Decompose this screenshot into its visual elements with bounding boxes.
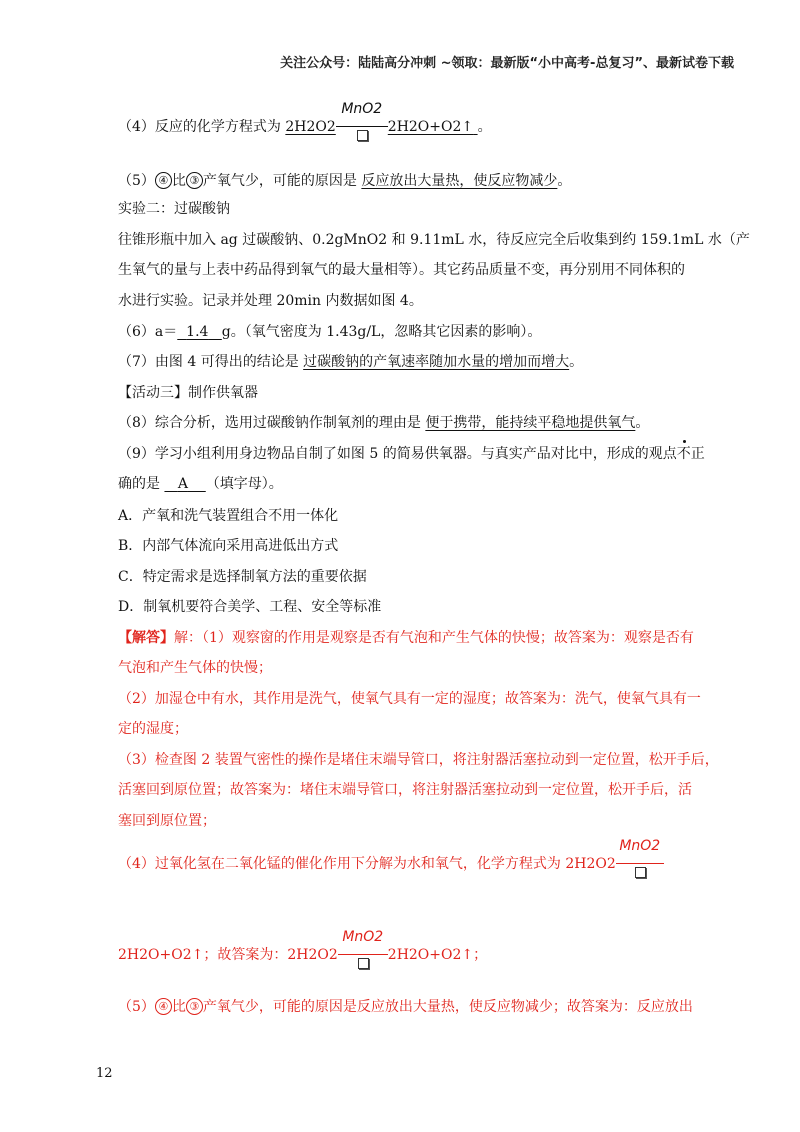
solution-2b: 定的湿度； xyxy=(118,721,188,737)
circled-number: ④ xyxy=(155,172,172,189)
q9-answer: A xyxy=(177,476,188,492)
page-number: 12 xyxy=(96,1066,113,1081)
q4-rhs: 2H2O+O2↑ xyxy=(387,119,474,135)
question-6: （6）a＝ 1.4 g。（氧气密度为 1.43g/L，忽略其它因素的影响）。 xyxy=(118,324,542,340)
solution-label: 【解答】 xyxy=(118,630,174,646)
heat-box-icon xyxy=(358,958,369,969)
catalyst-arrow: MnO2 xyxy=(616,857,664,871)
question-9-line-2: 确的是 A （填字母）。 xyxy=(118,476,283,492)
question-5: （5） ④ 比 ③ 产氧气少，可能的原因是 反应放出大量热，使反应物减少。 xyxy=(118,173,572,189)
catalyst-arrow xyxy=(336,101,388,134)
experiment-2-title: 实验二：过碳酸钠 xyxy=(118,201,230,217)
page-header: 关注公众号：陆陆高分冲刺 ~领取：最新版“小中高考-总复习”、最新试卷下载 xyxy=(280,56,734,71)
catalyst-arrow: MnO2 xyxy=(338,948,388,962)
circled-number: ④ xyxy=(155,998,172,1015)
activity-3-title: 【活动三】制作供氧器 xyxy=(118,385,258,401)
experiment-2-text-3: 水进行实验。记录并处理 20min 内数据如图 4。 xyxy=(118,293,423,309)
q4-lhs: 2H2O2 xyxy=(285,119,336,135)
question-4: （4）反应的化学方程式为 2H2O2 MnO2 2H2O+O2↑ 。 xyxy=(118,120,492,134)
q6-answer: 1.4 xyxy=(186,324,209,340)
q7-answer: 过碳酸钠的产氧速率随加水量的增加而增大 xyxy=(303,354,570,370)
experiment-2-text-2: 生氧气的量与上表中药品得到氧气的最大量相等）。其它药品质量不变，再分别用不同体积的 xyxy=(118,262,685,278)
question-9-line-1: （9）学习小组利用身边物品自制了如图 5 的简易供氧器。与真实产品对比中，形成的观点不正 xyxy=(118,446,705,462)
experiment-2-text-1: 往锥形瓶中加入 ag 过碳酸钠、0.2gMnO2 和 9.11mL 水，待反应完全后收集到约 159.1mL 水（产 xyxy=(118,232,750,248)
solution-5: （5） ④ 比 ③ 产氧气少，可能的原因是反应放出大量热，使反应物减少；故答案为：反应放出 xyxy=(118,999,693,1015)
circled-number: ③ xyxy=(186,998,203,1015)
q8-answer: 便于携带，能持续平稳地提供氧气 xyxy=(425,415,636,431)
emphasis-dot-char: 不 xyxy=(676,446,691,462)
solution-1b: 气泡和产生气体的快慢； xyxy=(118,660,272,676)
option-d: D．制氧机要符合美学、工程、安全等标准 xyxy=(118,599,382,615)
q5-answer: 反应放出大量热，使反应物减少 xyxy=(361,173,558,189)
heat-box-icon xyxy=(635,867,646,878)
heat-box-icon xyxy=(357,130,368,141)
option-b: B．内部气体流向采用高进低出方式 xyxy=(118,538,339,554)
option-c: C．特定需求是选择制氧方法的重要依据 xyxy=(118,569,367,585)
solution-3c: 塞回到原位置； xyxy=(118,813,216,829)
solution-4b: 2H2O+O2↑；故答案为：2H2O2 MnO2 2H2O+O2↑； xyxy=(118,948,487,962)
solution-4a: （4）过氧化氢在二氧化锰的催化作用下分解为水和氧气，化学方程式为 2H2O2 MnO2 xyxy=(118,857,664,871)
option-a: A．产氧和洗气装置组合不用一体化 xyxy=(118,508,339,524)
question-8: （8）综合分析，选用过碳酸钠作制氧剂的理由是 便于携带，能持续平稳地提供氧气。 xyxy=(118,415,650,431)
question-7: （7）由图 4 可得出的结论是 过碳酸钠的产氧速率随加水量的增加而增大。 xyxy=(118,354,584,370)
solution-3a: （3）检查图 2 装置气密性的操作是堵住末端导管口，将注射器活塞拉动到一定位置，松开手后， xyxy=(118,752,719,768)
circled-number: ③ xyxy=(186,172,203,189)
solution-1a: 【解答】解：（1）观察窗的作用是观察是否有气泡和产生气体的快慢；故答案为：观察是否有 xyxy=(118,630,694,646)
catalyst-label: MnO2 xyxy=(341,101,383,117)
solution-2a: （2）加湿仓中有水，其作用是洗气，使氧气具有一定的湿度；故答案为：洗气，使氧气具有一 xyxy=(118,691,701,707)
solution-3b: 活塞回到原位置；故答案为：堵住末端导管口，将注射器活塞拉动到一定位置，松开手后，活 xyxy=(118,782,692,798)
